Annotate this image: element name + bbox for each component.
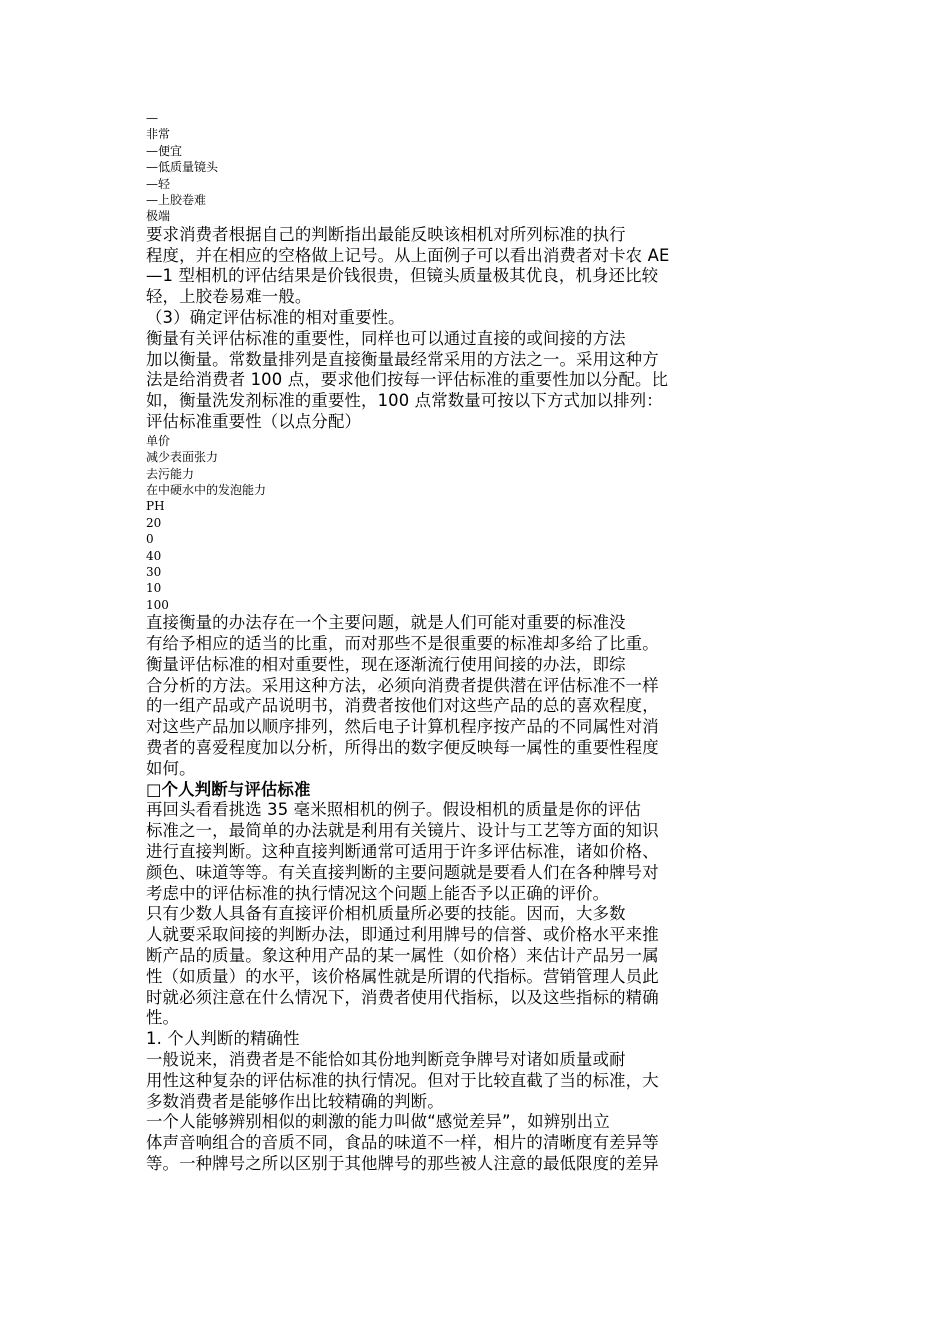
text-line: 轻，上胶卷易难一般。 bbox=[146, 287, 312, 307]
scale-line: 非常 bbox=[146, 127, 171, 142]
scale-line: —便宜 bbox=[146, 143, 183, 158]
section-heading: □个人判断与评估标准 bbox=[146, 779, 311, 799]
text-line: —1 型相机的评估结果是价钱很贵，但镜头质量极其优良，机身还比较 bbox=[146, 266, 659, 286]
scale-line: —上胶卷难 bbox=[146, 193, 207, 208]
text-line: 对这些产品加以顺序排列，然后电子计算机程序按产品的不同属性对消 bbox=[146, 717, 659, 737]
text-line: 程度，并在相应的空格做上记号。从上面例子可以看出消费者对卡农 AE bbox=[146, 245, 670, 265]
text-line: 衡量评估标准的相对重要性，现在逐渐流行使用间接的办法，即综 bbox=[146, 654, 626, 674]
text-line: 标准之一，最简单的办法就是利用有关镜片、设计与工艺等方面的知识 bbox=[146, 821, 659, 841]
scale-line: —轻 bbox=[146, 176, 171, 191]
text-line: 再回头看看挑选 35 毫米照相机的例子。假设相机的质量是你的评估 bbox=[146, 800, 642, 820]
text-line: 断产品的质量。象这种用产品的某一属性（如价格）来估计产品另一属 bbox=[146, 946, 659, 966]
criteria-line: 100 bbox=[146, 597, 169, 612]
text-line: 性（如质量）的水平，该价格属性就是所谓的代指标。营销管理人员此 bbox=[146, 966, 659, 986]
scale-line: 极端 bbox=[146, 209, 171, 224]
text-line: 的一组产品或产品说明书，消费者按他们对这些产品的总的喜欢程度， bbox=[146, 696, 659, 716]
criteria-line: 单价 bbox=[146, 433, 171, 448]
scale-line: —低质量镜头 bbox=[146, 160, 219, 175]
text-line: 用性这种复杂的评估标准的执行情况。但对于比较直截了当的标准，大 bbox=[146, 1070, 659, 1090]
criteria-line: 30 bbox=[146, 565, 162, 580]
criteria-line: 20 bbox=[146, 515, 162, 530]
text-line: 人就要采取间接的判断办法，即通过利用牌号的信誉、或价格水平来推 bbox=[146, 925, 659, 945]
scale-line: — bbox=[146, 111, 158, 125]
criteria-line: 减少表面张力 bbox=[146, 450, 219, 465]
paragraph-judgment bbox=[146, 800, 746, 1174]
text-line: 直接衡量的办法存在一个主要问题，就是人们可能对重要的标准没 bbox=[146, 613, 626, 633]
criteria-line: 40 bbox=[146, 548, 162, 563]
subheading: 1. 个人判断的精确性 bbox=[146, 1029, 300, 1049]
text-line: 要求消费者根据自己的判断指出最能反映该相机对所列标准的执行 bbox=[146, 224, 626, 244]
text-line: 颜色、味道等等。有关直接判断的主要问题就是要看人们在各种牌号对 bbox=[146, 862, 659, 882]
text-line: 性。 bbox=[146, 1008, 180, 1028]
text-line: 等。一种牌号之所以区别于其他牌号的那些被人注意的最低限度的差异 bbox=[146, 1154, 659, 1173]
text-line: 如何。 bbox=[146, 758, 196, 778]
text-line: 考虑中的评估标准的执行情况这个问题上能否予以正确的评价。 bbox=[146, 883, 610, 903]
text-line: （3）确定评估标准的相对重要性。 bbox=[146, 308, 405, 328]
text-line: 法是给消费者 100 点，要求他们按每一评估标准的重要性加以分配。比 bbox=[146, 370, 669, 390]
text-line: 如，衡量洗发剂标准的重要性，100 点常数量可按以下方式加以排列： bbox=[146, 391, 663, 411]
text-line: 体声音响组合的音质不同，食品的味道不一样，相片的清晰度有差异等 bbox=[146, 1133, 659, 1153]
text-line: 多数消费者是能够作出比较精确的判断。 bbox=[146, 1091, 444, 1111]
text-line: 一个人能够辨别相似的刺激的能力叫做“感觉差异”，如辨别出立 bbox=[146, 1112, 610, 1132]
text-line: 衡量有关评估标准的重要性，同样也可以通过直接的或间接的方法 bbox=[146, 328, 626, 348]
paragraph-evaluation bbox=[146, 225, 746, 433]
text-line: 费者的喜爱程度加以分析，所得出的数字便反映每一属性的重要性程度 bbox=[146, 738, 659, 758]
criteria-line: 10 bbox=[146, 581, 162, 596]
text-line: 一般说来，消费者是不能恰如其份地判断竞争牌号对诸如质量或耐 bbox=[146, 1050, 626, 1070]
criteria-line: 在中硬水中的发泡能力 bbox=[146, 483, 267, 498]
criteria-line: PH bbox=[146, 499, 165, 514]
text-line: 加以衡量。常数量排列是直接衡量最经常采用的方法之一。采用这种方 bbox=[146, 349, 659, 369]
text-line: 评估标准重要性（以点分配） bbox=[146, 412, 362, 432]
rating-scale-labels bbox=[146, 110, 746, 225]
text-line: 时就必须注意在什么情况下，消费者使用代指标，以及这些指标的精确 bbox=[146, 987, 659, 1007]
text-line: 进行直接判断。这种直接判断通常可适用于许多评估标准，诸如价格、 bbox=[146, 842, 659, 862]
criteria-table-labels bbox=[146, 433, 746, 613]
text-line: 合分析的方法。采用这种方法，必须向消费者提供潜在评估标准不一样 bbox=[146, 675, 659, 695]
text-line: 有给予相应的适当的比重，而对那些不是很重要的标准却多给了比重。 bbox=[146, 634, 659, 654]
paragraph-importance bbox=[146, 613, 746, 779]
text-line: 只有少数人具备有直接评价相机质量所必要的技能。因而，大多数 bbox=[146, 904, 626, 924]
document-page bbox=[146, 110, 746, 1175]
criteria-line: 0 bbox=[146, 532, 154, 547]
criteria-line: 去污能力 bbox=[146, 466, 195, 481]
